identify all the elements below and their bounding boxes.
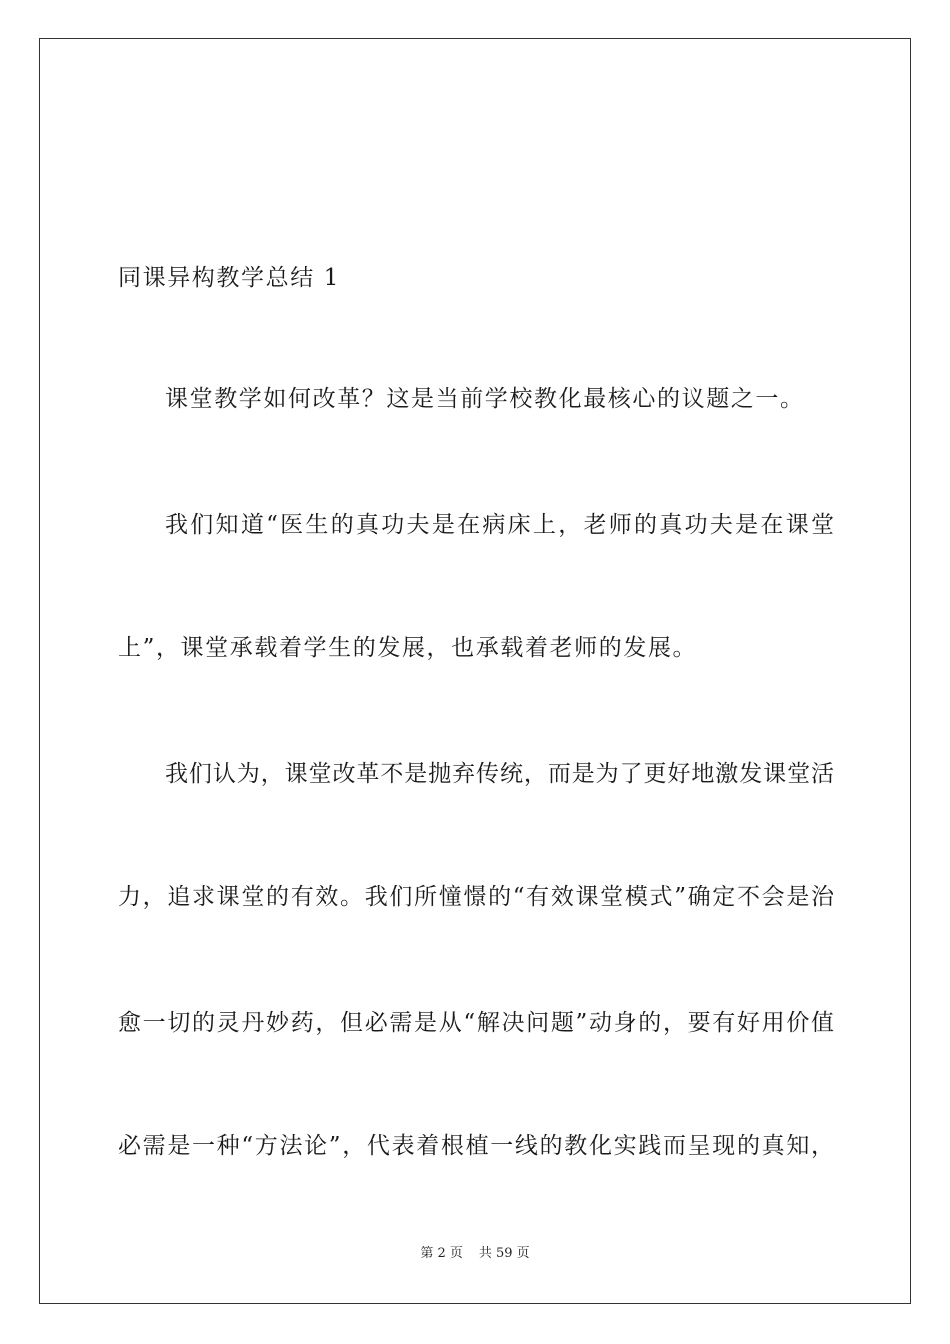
paragraph-line-1: 课堂教学如何改革？这是当前学校教化最核心的议题之一。 — [165, 386, 805, 412]
paragraph-line-6: 愈一切的灵丹妙药，但必需是从“解决问题”动身的，要有好用价值 — [118, 1010, 834, 1036]
page-number: 第 2 页 — [420, 1246, 463, 1261]
paragraph-line-5: 力，追求课堂的有效。我们所憧憬的“有效课堂模式”确定不会是治 — [118, 884, 834, 910]
document-heading: 同课异构教学总结 1 — [118, 265, 340, 291]
total-pages: 共 59 页 — [478, 1246, 530, 1261]
paragraph-line-2: 我们知道“医生的真功夫是在病床上，老师的真功夫是在课堂 — [165, 512, 834, 538]
page-border — [39, 38, 911, 1304]
paragraph-line-7: 必需是一种“方法论”，代表着根植一线的教化实践而呈现的真知， — [118, 1133, 834, 1159]
paragraph-line-4: 我们认为，课堂改革不是抛弃传统，而是为了更好地激发课堂活 — [165, 761, 834, 787]
paragraph-line-3: 上”，课堂承载着学生的发展，也承载着老师的发展。 — [118, 635, 698, 661]
page-footer — [0, 1246, 950, 1262]
